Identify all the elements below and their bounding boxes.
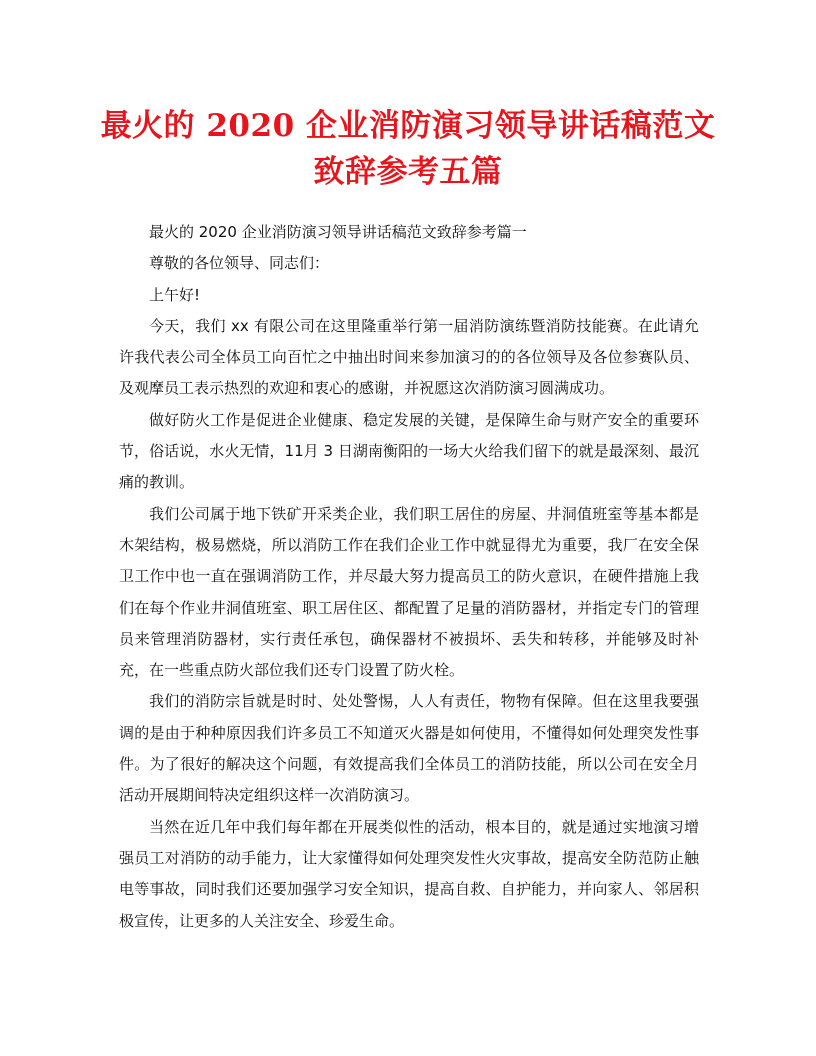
paragraph-greeting: 上午好! [149, 285, 201, 304]
paragraph-subtitle: 最火的 2020 企业消防演习领导讲话稿范文致辞参考篇一 [149, 223, 527, 241]
document-title: 最火的 2020 企业消防演习领导讲话稿范文致辞参考五篇 [100, 108, 716, 190]
document-body [119, 217, 699, 937]
paragraph-drill-purpose: 当然在近几年中我们每年都在开展类似性的活动，根本目的，就是通过实地演习增强员工对消防的动手能力，让大家懂得如何处理突发性火灾事故，提高安全防范防止触电等事故，同时我们还要加强学习安全知识，提高自救、自护能力，并向家人、邻居积极宣传，让更多的人关注安全、珍爱生命。 [119, 817, 699, 930]
paragraph-opening: 今天，我们 xx 有限公司在这里隆重举行第一届消防演练暨消防技能赛。在此请允许我代表公司全体员工向百忙之中抽出时间来参加演习的的各位领导及各位参赛队员、及观摩员工表示热烈的欢迎和衷心的感谢，并祝愿这次消防演习圆满成功。 [119, 316, 699, 398]
paragraph-salutation: 尊敬的各位领导、同志们： [149, 254, 330, 273]
paragraph-fire-prevention: 做好防火工作是促进企业健康、稳定发展的关键，是保障生命与财产安全的重要环节，俗话说，水火无情，11月 3 日湖南衡阳的一场大火给我们留下的就是最深刻、最沉痛的教训。 [119, 410, 699, 492]
paragraph-fire-principle: 我们的消防宗旨就是时时、处处警惕，人人有责任，物物有保障。但在这里我要强调的是由于种种原因我们许多员工不知道灭火器是如何使用，不懂得如何处理突发性事件。为了很好的解决这个问题，有效提高我们全体员工的消防技能，所以公司在安全月活动开展期间特决定组织这样一次消防演习。 [119, 692, 699, 805]
paragraph-company-measures: 我们公司属于地下铁矿开采类企业，我们职工居住的房屋、井洞值班室等基本都是木架结构，极易燃烧，所以消防工作在我们企业工作中就显得尤为重要，我厂在安全保卫工作中也一直在强调消防工作，并尽最大努力提高员工的防火意识，在硬件措施上我们在每个作业井洞值班室、职工居住区、都配置了足量的消防器材，并指定专门的管理员来管理消防器材，实行责任承包，确保器材不被损坏、丢失和转移，并能够及时补充，在一些重点防火部位我们还专门设置了防火栓。 [119, 504, 699, 680]
